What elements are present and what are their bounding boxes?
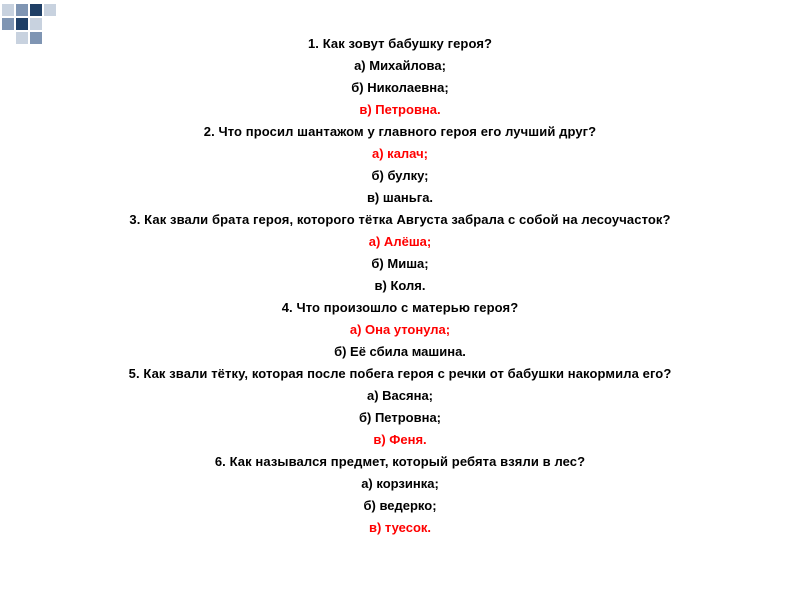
answer-4b: б) Её сбила машина. <box>334 344 466 359</box>
deco-square <box>30 4 42 16</box>
question-5: 5. Как звали тётку, которая после побега героя с речки от бабушки накормила его? <box>128 366 672 381</box>
correct-answer-6c: в) туесок. <box>368 520 432 535</box>
answer-5b: б) Петровна; <box>358 410 442 425</box>
answer-3b: б) Миша; <box>371 256 429 271</box>
quiz-content <box>0 33 800 539</box>
deco-square <box>16 4 28 16</box>
deco-square <box>16 18 28 30</box>
correct-answer-2a: а) калач; <box>372 146 428 161</box>
answer-2c: в) шаньга. <box>366 190 434 205</box>
correct-answer-1c: в) Петровна. <box>359 102 441 117</box>
deco-square <box>44 4 56 16</box>
deco-square <box>2 18 14 30</box>
answer-1a: а) Михайлова; <box>354 58 446 73</box>
deco-square <box>30 18 42 30</box>
correct-answer-5c: в) Феня. <box>373 432 427 447</box>
question-2: 2. Что просил шантажом у главного героя его лучший друг? <box>203 124 597 139</box>
correct-answer-3a: а) Алёша; <box>368 234 432 249</box>
correct-answer-4a: а) Она утонула; <box>349 322 451 337</box>
deco-square <box>2 4 14 16</box>
answer-5a: а) Васяна; <box>366 388 433 403</box>
answer-6b: б) ведерко; <box>363 498 437 513</box>
question-4: 4. Что произошло с матерью героя? <box>281 300 519 315</box>
answer-6a: а) корзинка; <box>361 476 439 491</box>
question-6: 6. Как назывался предмет, который ребята взяли в лес? <box>214 454 586 469</box>
question-3: 3. Как звали брата героя, которого тётка Августа забрала с собой на лесоучасток? <box>129 212 671 227</box>
question-1: 1. Как зовут бабушку героя? <box>307 36 493 51</box>
answer-1b: б) Николаевна; <box>351 80 449 95</box>
answer-2b: б) булку; <box>371 168 429 183</box>
answer-3c: в) Коля. <box>374 278 426 293</box>
